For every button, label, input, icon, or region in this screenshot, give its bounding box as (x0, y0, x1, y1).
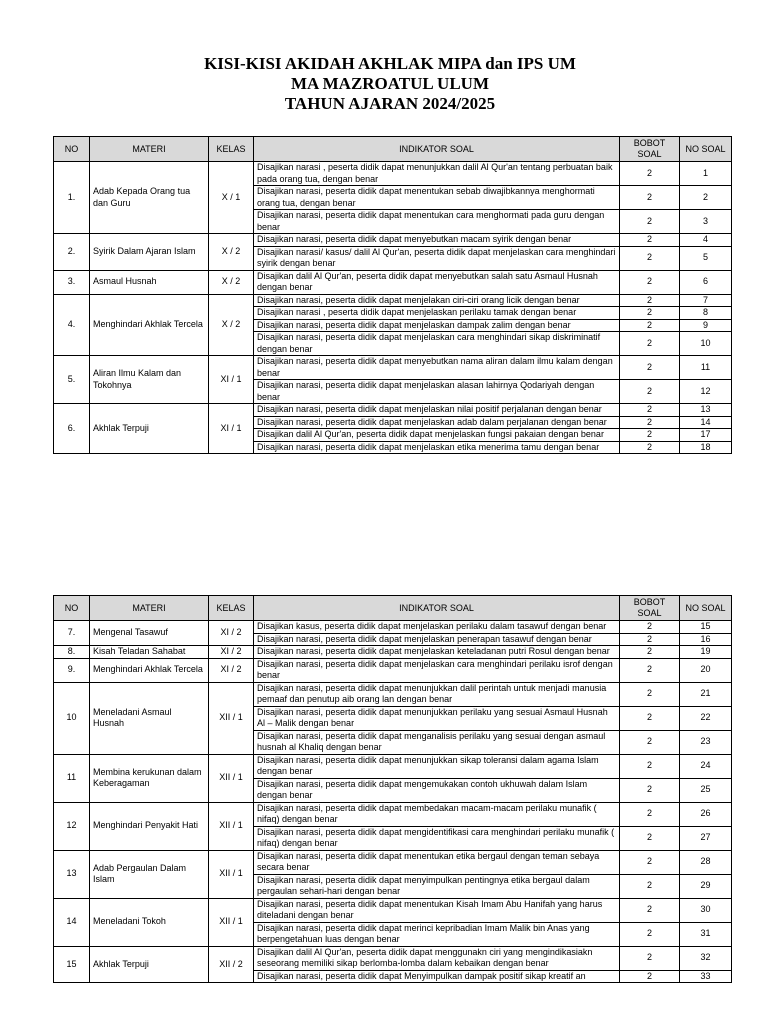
table-row (54, 162, 732, 186)
cell-no-soal: 2 (680, 186, 732, 210)
cell-bobot-soal: 2 (620, 970, 680, 983)
cell-indikator-soal: Disajikan narasi, peserta didik dapat menentukan Kisah Imam Abu Hanifah yang harus diteladani dengan benar (254, 898, 620, 922)
header-kelas: KELAS (209, 137, 254, 162)
cell-indikator-soal: Disajikan narasi, peserta didik dapat menunjukkan dalil perintah untuk menjadi manusia pemaaf dan penutup aib orang lan dengan benar (254, 682, 620, 706)
table-row (54, 234, 732, 247)
cell-no-soal: 26 (680, 802, 732, 826)
header-bobot-soal: BOBOT SOAL (620, 137, 680, 162)
cell-kelas: XII / 1 (209, 802, 254, 850)
cell-no-soal: 4 (680, 234, 732, 247)
cell-bobot-soal: 2 (620, 294, 680, 307)
cell-indikator-soal: Disajikan narasi, peserta didik dapat Menyimpulkan dampak positif sikap kreatif an (254, 970, 620, 983)
cell-indikator-soal: Disajikan narasi, peserta didik dapat mengidentifikasi cara menghindari perilaku munafik ( nifaq) dengan benar (254, 826, 620, 850)
header-no: NO (54, 137, 90, 162)
cell-indikator-soal: Disajikan narasi, peserta didik dapat menjelaskan keteladanan putri Rosul dengan benar (254, 646, 620, 659)
cell-no-soal: 12 (680, 380, 732, 404)
cell-bobot-soal: 2 (620, 922, 680, 946)
cell-bobot-soal: 2 (620, 210, 680, 234)
cell-indikator-soal: Disajikan narasi, peserta didik dapat menunjukkan perilaku yang sesuai Asmaul Husnah Al – Malik dengan benar (254, 706, 620, 730)
cell-bobot-soal: 2 (620, 874, 680, 898)
cell-no-soal: 8 (680, 307, 732, 320)
cell-no-soal: 1 (680, 162, 732, 186)
cell-no: 1. (54, 162, 90, 234)
cell-materi: Adab Kepada Orang tua dan Guru (90, 162, 209, 234)
table-row (54, 621, 732, 634)
cell-materi: Membina kerukunan dalam Keberagaman (90, 754, 209, 802)
cell-bobot-soal: 2 (620, 633, 680, 646)
cell-materi: Meneladani Tokoh (90, 898, 209, 946)
cell-no: 12 (54, 802, 90, 850)
cell-bobot-soal: 2 (620, 380, 680, 404)
cell-kelas: XII / 2 (209, 946, 254, 983)
cell-no-soal: 11 (680, 356, 732, 380)
table-row (54, 270, 732, 294)
cell-no-soal: 28 (680, 850, 732, 874)
cell-bobot-soal: 2 (620, 850, 680, 874)
table-row (54, 802, 732, 826)
cell-no-soal: 7 (680, 294, 732, 307)
cell-bobot-soal: 2 (620, 186, 680, 210)
cell-indikator-soal: Disajikan narasi, peserta didik dapat menjelaskan nilai positif perjalanan dengan benar (254, 404, 620, 417)
table-row (54, 356, 732, 380)
cell-bobot-soal: 2 (620, 332, 680, 356)
cell-indikator-soal: Disajikan narasi, peserta didik dapat membedakan macam-macam perilaku munafik ( nifaq) dengan benar (254, 802, 620, 826)
cell-no: 11 (54, 754, 90, 802)
table-row (54, 682, 732, 706)
cell-indikator-soal: Disajikan narasi, peserta didik dapat menjelaskan cara menghindari sikap diskriminatif dengan benar (254, 332, 620, 356)
cell-no-soal: 13 (680, 404, 732, 417)
cell-no: 8. (54, 646, 90, 659)
document-title-line-3: TAHUN AJARAN 2024/2025 (284, 94, 496, 113)
cell-no: 15 (54, 946, 90, 983)
cell-bobot-soal: 2 (620, 441, 680, 454)
cell-kelas: XII / 1 (209, 754, 254, 802)
cell-bobot-soal: 2 (620, 754, 680, 778)
cell-no-soal: 33 (680, 970, 732, 983)
cell-no-soal: 27 (680, 826, 732, 850)
cell-no-soal: 5 (680, 246, 732, 270)
table-row (54, 658, 732, 682)
table-row (54, 946, 732, 970)
kisi-kisi-table-2 (53, 595, 732, 983)
cell-kelas: XI / 1 (209, 404, 254, 454)
cell-bobot-soal: 2 (620, 730, 680, 754)
cell-kelas: XI / 2 (209, 621, 254, 646)
cell-indikator-soal: Disajikan narasi, peserta didik dapat menunjukkan sikap toleransi dalam agama Islam dengan benar (254, 754, 620, 778)
cell-kelas: X / 2 (209, 270, 254, 294)
cell-indikator-soal: Disajikan dalil Al Qur'an, peserta didik dapat menyebutkan salah satu Asmaul Husnah dengan benar (254, 270, 620, 294)
cell-indikator-soal: Disajikan narasi, peserta didik dapat menjelaskan etika menerima tamu dengan benar (254, 441, 620, 454)
cell-bobot-soal: 2 (620, 646, 680, 659)
table-row (54, 294, 732, 307)
cell-no: 4. (54, 294, 90, 356)
cell-bobot-soal: 2 (620, 826, 680, 850)
cell-indikator-soal: Disajikan narasi, peserta didik dapat menjelaskan dampak zalim dengan benar (254, 319, 620, 332)
cell-no-soal: 24 (680, 754, 732, 778)
cell-indikator-soal: Disajikan kasus, peserta didik dapat menjelaskan perilaku dalam tasawuf dengan benar (254, 621, 620, 634)
cell-bobot-soal: 2 (620, 319, 680, 332)
cell-bobot-soal: 2 (620, 246, 680, 270)
cell-materi: Menghindari Penyakit Hati (90, 802, 209, 850)
kisi-kisi-table-1 (53, 136, 732, 454)
cell-no-soal: 9 (680, 319, 732, 332)
cell-materi: Syirik Dalam Ajaran Islam (90, 234, 209, 271)
cell-kelas: X / 2 (209, 294, 254, 356)
cell-no: 14 (54, 898, 90, 946)
cell-materi: Aliran Ilmu Kalam dan Tokohnya (90, 356, 209, 404)
cell-indikator-soal: Disajikan narasi, peserta didik dapat merinci kepribadian Imam Malik bin Anas yang berpengetahuan luas dengan benar (254, 922, 620, 946)
cell-no: 7. (54, 621, 90, 646)
cell-no: 6. (54, 404, 90, 454)
cell-bobot-soal: 2 (620, 778, 680, 802)
cell-bobot-soal: 2 (620, 404, 680, 417)
header-indikator-soal: INDIKATOR SOAL (254, 137, 620, 162)
table-header-row (54, 596, 732, 621)
cell-no-soal: 19 (680, 646, 732, 659)
cell-no: 9. (54, 658, 90, 682)
cell-materi: Kisah Teladan Sahabat (90, 646, 209, 659)
cell-no: 2. (54, 234, 90, 271)
cell-no: 10 (54, 682, 90, 754)
cell-bobot-soal: 2 (620, 429, 680, 442)
cell-bobot-soal: 2 (620, 162, 680, 186)
cell-materi: Adab Pergaulan Dalam Islam (90, 850, 209, 898)
cell-kelas: XII / 1 (209, 682, 254, 754)
cell-indikator-soal: Disajikan dalil Al Qur'an, peserta didik dapat menggunakn ciri yang mengindikasiakn seseorang memiliki sikap berlomba-lomba dalam kebaikan dengan benar (254, 946, 620, 970)
table-row (54, 646, 732, 659)
header-kelas: KELAS (209, 596, 254, 621)
cell-no-soal: 25 (680, 778, 732, 802)
cell-indikator-soal: Disajikan narasi , peserta didik dapat menjelaskan perilaku tamak dengan benar (254, 307, 620, 320)
cell-no-soal: 21 (680, 682, 732, 706)
cell-indikator-soal: Disajikan narasi, peserta didik dapat menentukan etika bergaul dengan teman sebaya secara benar (254, 850, 620, 874)
cell-bobot-soal: 2 (620, 356, 680, 380)
cell-kelas: X / 1 (209, 162, 254, 234)
cell-bobot-soal: 2 (620, 307, 680, 320)
cell-kelas: XII / 1 (209, 898, 254, 946)
cell-no-soal: 29 (680, 874, 732, 898)
header-materi: MATERI (90, 596, 209, 621)
cell-no-soal: 18 (680, 441, 732, 454)
header-no: NO (54, 596, 90, 621)
cell-kelas: XI / 1 (209, 356, 254, 404)
cell-no-soal: 6 (680, 270, 732, 294)
cell-indikator-soal: Disajikan narasi, peserta didik dapat menentukan sebab diwajibkannya menghormati orang tua, dengan benar (254, 186, 620, 210)
cell-materi: Menghindari Akhlak Tercela (90, 294, 209, 356)
cell-bobot-soal: 2 (620, 234, 680, 247)
cell-bobot-soal: 2 (620, 706, 680, 730)
header-bobot-soal: BOBOT SOAL (620, 596, 680, 621)
cell-materi: Meneladani Asmaul Husnah (90, 682, 209, 754)
cell-no: 13 (54, 850, 90, 898)
table-row (54, 754, 732, 778)
cell-indikator-soal: Disajikan narasi, peserta didik dapat menjelaskan alasan lahirnya Qodariyah dengan benar (254, 380, 620, 404)
cell-indikator-soal: Disajikan dalil Al Qur'an, peserta didik dapat menjelaskan fungsi pakaian dengan benar (254, 429, 620, 442)
table-row (54, 850, 732, 874)
cell-indikator-soal: Disajikan narasi, peserta didik dapat menjelaskan adab dalam perjalanan dengan benar (254, 416, 620, 429)
cell-indikator-soal: Disajikan narasi, peserta didik dapat menyebutkan nama aliran dalam ilmu kalam dengan benar (254, 356, 620, 380)
cell-materi: Akhlak Terpuji (90, 946, 209, 983)
cell-kelas: XI / 2 (209, 646, 254, 659)
cell-kelas: XI / 2 (209, 658, 254, 682)
header-no-soal: NO SOAL (680, 596, 732, 621)
cell-materi: Mengenal Tasawuf (90, 621, 209, 646)
cell-bobot-soal: 2 (620, 946, 680, 970)
table-row (54, 898, 732, 922)
cell-no: 5. (54, 356, 90, 404)
cell-no-soal: 32 (680, 946, 732, 970)
cell-no-soal: 10 (680, 332, 732, 356)
cell-no-soal: 23 (680, 730, 732, 754)
cell-no-soal: 30 (680, 898, 732, 922)
cell-indikator-soal: Disajikan narasi, peserta didik dapat mengemukakan contoh ukhuwah dalam Islam dengan benar (254, 778, 620, 802)
document-title-line-2: MA MAZROATUL ULUM (290, 74, 489, 93)
cell-indikator-soal: Disajikan narasi, peserta didik dapat menjelaskan penerapan tasawuf dengan benar (254, 633, 620, 646)
cell-no-soal: 15 (680, 621, 732, 634)
cell-bobot-soal: 2 (620, 270, 680, 294)
cell-bobot-soal: 2 (620, 621, 680, 634)
cell-indikator-soal: Disajikan narasi, peserta didik dapat menganalisis perilaku yang sesuai dengan asmaul husnah al Khaliq dengan benar (254, 730, 620, 754)
cell-no-soal: 16 (680, 633, 732, 646)
header-no-soal: NO SOAL (680, 137, 732, 162)
cell-no-soal: 31 (680, 922, 732, 946)
header-materi: MATERI (90, 137, 209, 162)
cell-indikator-soal: Disajikan narasi, peserta didik dapat menjelakan ciri-ciri orang licik dengan benar (254, 294, 620, 307)
cell-indikator-soal: Disajikan narasi, peserta didik dapat menentukan cara menghormati pada guru dengan benar (254, 210, 620, 234)
cell-indikator-soal: Disajikan narasi, peserta didik dapat menyimpulkan pentingnya etika bergaul dalam pergaulan sehari-hari dengan benar (254, 874, 620, 898)
cell-no-soal: 20 (680, 658, 732, 682)
cell-bobot-soal: 2 (620, 416, 680, 429)
cell-materi: Akhlak Terpuji (90, 404, 209, 454)
cell-indikator-soal: Disajikan narasi , peserta didik dapat menunjukkan dalil Al Qur'an tentang perbuatan baik pada orang tua, dengan benar (254, 162, 620, 186)
cell-bobot-soal: 2 (620, 658, 680, 682)
document-title-line-1: KISI-KISI AKIDAH AKHLAK MIPA dan IPS UM (204, 54, 576, 73)
cell-no-soal: 14 (680, 416, 732, 429)
cell-kelas: X / 2 (209, 234, 254, 271)
cell-materi: Asmaul Husnah (90, 270, 209, 294)
cell-indikator-soal: Disajikan narasi/ kasus/ dalil Al Qur'an, peserta didik dapat menjelaskan cara menghindari syirik dengan benar (254, 246, 620, 270)
cell-no: 3. (54, 270, 90, 294)
cell-indikator-soal: Disajikan narasi, peserta didik dapat menyebutkan macam syirik dengan benar (254, 234, 620, 247)
header-indikator-soal: INDIKATOR SOAL (254, 596, 620, 621)
cell-no-soal: 17 (680, 429, 732, 442)
cell-no-soal: 3 (680, 210, 732, 234)
table-header-row (54, 137, 732, 162)
cell-indikator-soal: Disajikan narasi, peserta didik dapat menjelaskan cara menghindari perilaku isrof dengan benar (254, 658, 620, 682)
cell-kelas: XII / 1 (209, 850, 254, 898)
table-row (54, 404, 732, 417)
cell-bobot-soal: 2 (620, 682, 680, 706)
cell-no-soal: 22 (680, 706, 732, 730)
cell-bobot-soal: 2 (620, 802, 680, 826)
cell-materi: Menghindari Akhlak Tercela (90, 658, 209, 682)
cell-bobot-soal: 2 (620, 898, 680, 922)
